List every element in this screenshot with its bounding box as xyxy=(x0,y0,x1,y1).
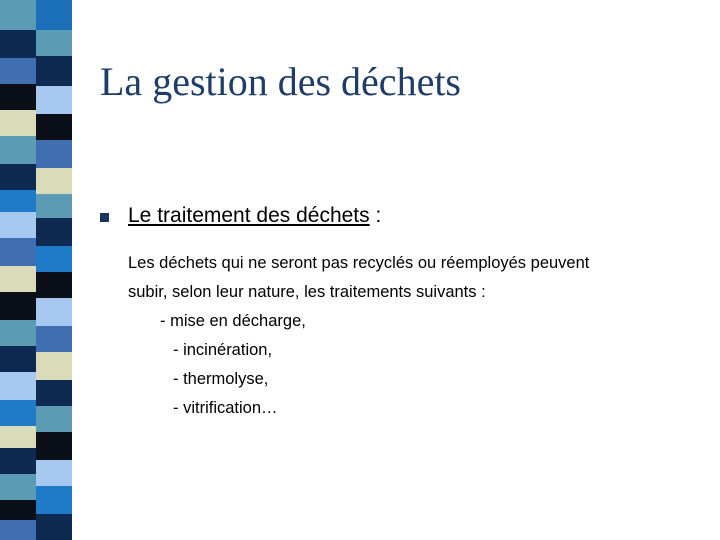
stripe-block xyxy=(36,514,72,540)
stripe-block xyxy=(36,56,72,86)
slide-body xyxy=(128,249,708,423)
stripe-block xyxy=(0,520,36,540)
stripe-block xyxy=(36,298,72,326)
stripe-block xyxy=(0,136,36,164)
stripe-block xyxy=(0,500,36,520)
stripe-block xyxy=(0,400,36,426)
decorative-stripe xyxy=(0,0,72,540)
stripe-block xyxy=(36,460,72,486)
stripe-block xyxy=(0,84,36,110)
stripe-block xyxy=(36,114,72,140)
bullet-heading xyxy=(128,204,381,228)
stripe-block xyxy=(0,474,36,500)
stripe-block xyxy=(0,30,36,58)
stripe-block xyxy=(0,110,36,136)
list-item: - incinération, xyxy=(173,341,273,359)
bullet-item xyxy=(100,204,381,228)
stripe-block xyxy=(36,326,72,352)
stripe-block xyxy=(0,266,36,292)
stripe-block xyxy=(36,30,72,56)
stripe-block xyxy=(36,486,72,514)
stripe-block xyxy=(0,346,36,372)
stripe-block xyxy=(0,212,36,238)
stripe-block xyxy=(36,406,72,432)
list-item: - thermolyse, xyxy=(173,370,269,388)
bullet-heading-text: Le traitement des déchets xyxy=(128,204,370,227)
stripe-block xyxy=(36,0,72,30)
stripe-block xyxy=(36,218,72,246)
treatment-list xyxy=(128,307,708,423)
stripe-column-right xyxy=(36,0,72,540)
stripe-block xyxy=(0,372,36,400)
bullet-heading-suffix: : xyxy=(369,204,382,227)
list-item: - vitrification… xyxy=(173,399,278,417)
stripe-block xyxy=(36,86,72,114)
stripe-block xyxy=(36,272,72,298)
stripe-block xyxy=(0,292,36,320)
stripe-block xyxy=(36,432,72,460)
stripe-block xyxy=(0,190,36,212)
stripe-block xyxy=(36,194,72,218)
paragraph-line: Les déchets qui ne seront pas recyclés ou réemployés peuvent xyxy=(128,254,590,272)
stripe-block xyxy=(0,448,36,474)
list-item: - mise en décharge, xyxy=(160,312,306,330)
stripe-column-left xyxy=(0,0,36,540)
stripe-block xyxy=(36,352,72,380)
stripe-block xyxy=(0,426,36,448)
stripe-block xyxy=(0,320,36,346)
stripe-block xyxy=(0,58,36,84)
stripe-block xyxy=(0,238,36,266)
square-bullet-icon xyxy=(100,213,109,222)
stripe-block xyxy=(36,246,72,272)
slide-title: La gestion des déchets xyxy=(100,59,461,104)
stripe-block xyxy=(36,168,72,194)
stripe-block xyxy=(0,0,36,30)
paragraph-line: subir, selon leur nature, les traitements suivants : xyxy=(128,283,486,301)
stripe-block xyxy=(0,164,36,190)
stripe-block xyxy=(36,140,72,168)
stripe-block xyxy=(36,380,72,406)
